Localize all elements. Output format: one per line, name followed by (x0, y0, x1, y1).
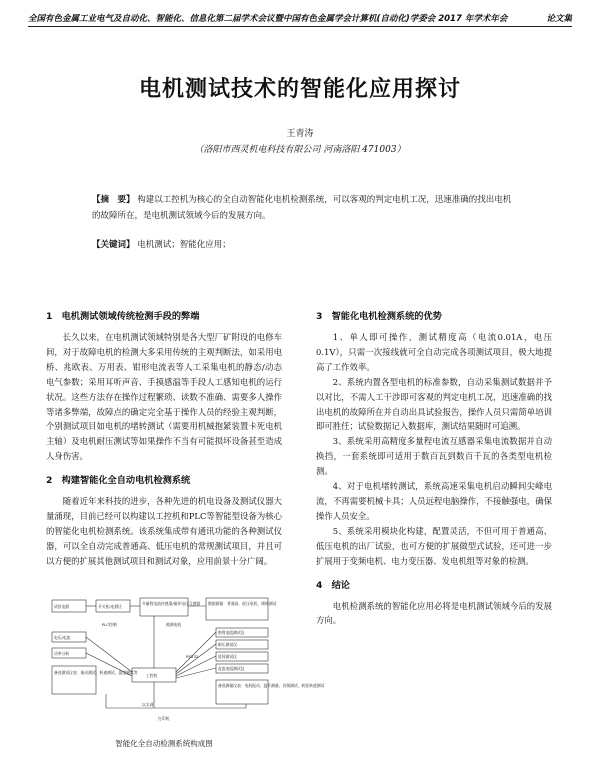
section-1-heading: 1 电机测试领域传统检测手段的弊端 (46, 311, 200, 322)
diagram-label-input-power: 试验电源 (54, 604, 70, 609)
section-3-item-1: 1、单人即可操作，测试精度高（电流0.01A，电压0.1V），只需一次接线就可全自动完成各项测试项目，极大地提高了工作效率。 (316, 332, 552, 372)
diagram-label-bus: RS232 (186, 654, 199, 659)
diagram-label-left-b3: 备选测试仪表：振动测试、转速测试、温度测试等 (54, 670, 138, 675)
diagram-label-plc: PLC控制 (102, 622, 117, 627)
diagram-label-left-b2: 功率分析 (54, 651, 70, 656)
section-4-paragraph: 电机检测系统的智能化应用必将是电机测试领域今后的发展方向。 (316, 600, 552, 626)
system-diagram (46, 596, 325, 721)
right-column (316, 310, 552, 628)
author: 王青涛 (286, 129, 314, 139)
header-conference: 全国有色金属工业电气及自动化、智能化、信息化第二届学术会议暨中国有色金属学会计算机(自动化)学委会 2017 年学术年会 (28, 14, 508, 24)
system-diagram-svg (46, 596, 325, 736)
section-3-heading: 3 智能化电机检测系统的优势 (316, 311, 442, 322)
figure-caption: 智能化全自动检测系统构成图 (115, 739, 213, 748)
diagram-label-motor: 被测电机 (166, 622, 182, 627)
section-3-item-5: 5、系统采用模块化构建，配置灵活，不但可用于普通高、低压电机的出厂试验，也可方便的扩展做型式试验，还可进一步扩展用于变频电机、电力变压器、发电机组等对象的检测。 (316, 525, 552, 566)
diagram-label-ext4: 直流电阻测试仪 (218, 666, 245, 671)
keywords (92, 238, 512, 250)
keywords-text: 电机测试；智能化应用； (137, 240, 231, 250)
abstract-tag: 【摘 要】 (92, 195, 135, 205)
header-section: 论文集 (546, 14, 572, 24)
section-3-item-2: 2、系统内置各型电机的标准参数，自动采集测试数据并予以对比，不需人工干涉即可客观的判定电机工况，迅速准确的找出电机的故障所在并自动出具试验报告，操作人员只需简单培训即可胜任；试验数据记入数据库，测试结果随时可追溯。 (316, 376, 552, 432)
diagram-label-pc: 工控机 (146, 673, 158, 678)
left-column (46, 310, 282, 569)
abstract (92, 192, 512, 224)
keywords-tag: 【关键词】 (92, 240, 135, 250)
diagram-label-instrument: 数据测量：普通高、低压电机，堵转测试 (208, 601, 277, 606)
section-2-heading: 2 构建智能化全自动电机检测系统 (46, 475, 191, 487)
diagram-label-ext2: 耐压测试仪 (218, 642, 237, 647)
diagram-label-ext3: 匝间测试仪 (218, 654, 237, 659)
diagram-label-switch-gear: 开关柜/电源区 (98, 604, 123, 609)
diagram-label-bottom-note: 备选测量仪表：电机振动、温升测量、音频测试、转矩转速测试 (218, 683, 325, 688)
section-3-item-4: 4、对于电机堵转测试，系统高速采集电机启动瞬间尖峰电流，不再需要机械卡具；人员远程电脑操作，不接触强电，确保操作人员安全。 (316, 481, 552, 521)
section-1-paragraph: 长久以来，在电机测试领域特别是各大型厂矿附设的电修车间，对于故障电机的检测大多采用传统的主观判断法，如采用电桥、兆欧表、万用表、钳形电流表等人工采集电机的静态/动态电气参数；采用耳听声音、手摸感温等手段人工感知电机的运行状况。这些方法存在操作过程繁琐、读数不准确、需要多人操作等诸多弊端，故障点的确定完全基于操作人员的经验主观判断，个别测试项目如电机的堵转测试（需要用机械抱紧装置卡死电机主轴）及电机耐压测试等如果操作不当有可能损坏设备甚至造成人身伤害。 (46, 332, 282, 462)
section-2-paragraph: 随着近年来科技的进步，各种先进的机电设备及测试仪器大量涌现，目前已经可以构建以工控机和PLC等智能型设备为核心的智能化电机检测系统。该系统集成带有通讯功能的各种测试仪器，可以全自动完成普通高、低压电机的常规测试项目，并且可以方便的扩展其他测试项目和测试对象，应用前景十分广阔。 (46, 496, 282, 566)
diagram-label-network: 以太网 (142, 702, 154, 707)
section-3-item-3: 3、系统采用高精度多量程电流互感器采集电流数据并自动换挡，一套系统即可适用于数百瓦到数百千瓦的各类型电机检测。 (316, 436, 552, 477)
affiliation: （洛阳市西灵机电科技有限公司 河南洛阳 471003） (194, 145, 406, 155)
diagram-label-left-b1: 电压/电流 (54, 635, 71, 640)
diagram-label-printer: 打印机 (158, 716, 170, 721)
diagram-label-ext1: 绝缘电阻测试仪 (218, 630, 245, 635)
abstract-text: 构建以工控机为核心的全自动智能化电机检测系统，可以客观的判定电机工况，迅速准确的找出电机的故障所在，是电机测试领域今后的发展方向。 (92, 195, 512, 221)
running-header (28, 12, 572, 27)
paper-title: 电机测试技术的智能化应用探讨 (138, 77, 461, 102)
diagram-label-sampling: 多量程电流传感器/操作电压互感器 (142, 601, 201, 606)
section-4-heading: 4 结论 (316, 579, 350, 591)
